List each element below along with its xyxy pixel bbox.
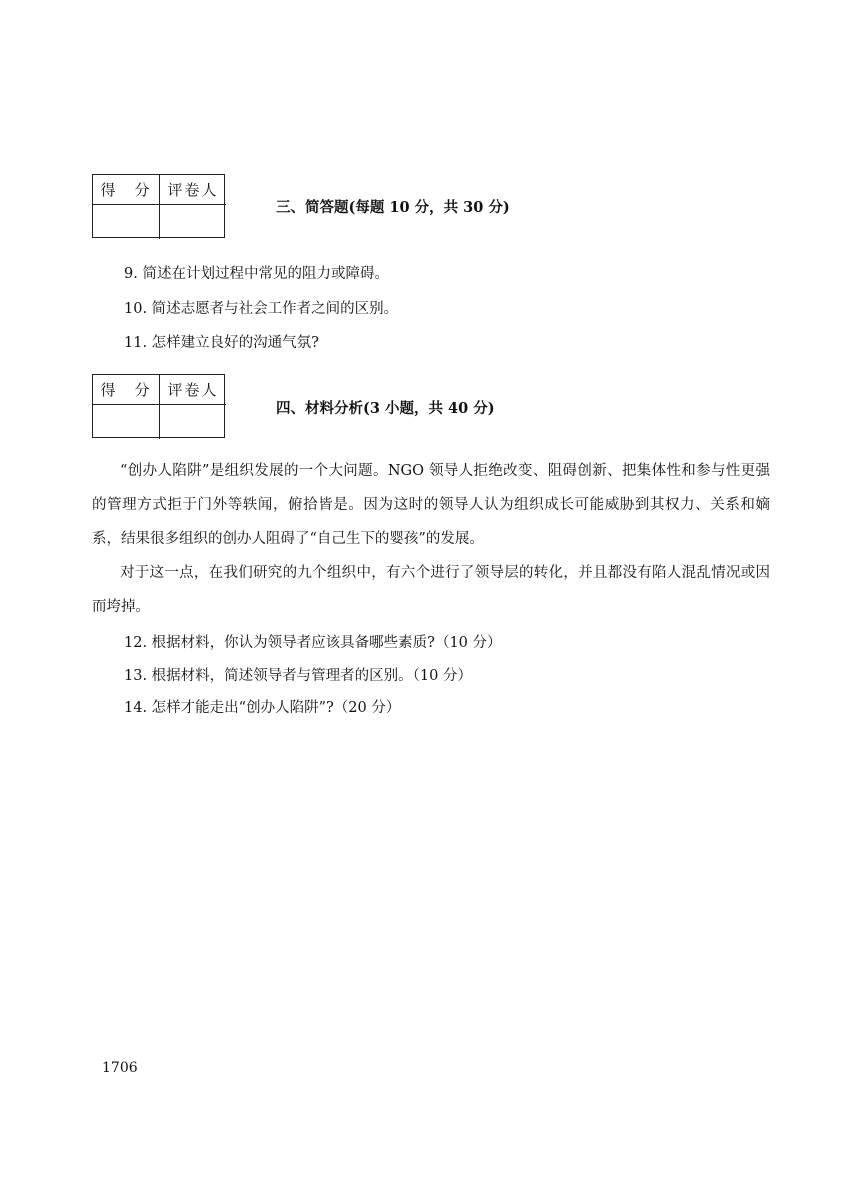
- material-paragraph-1: “创办人陷阱”是组织发展的一个大问题。NGO 领导人拒绝改变、阻碍创新、把集体性和参与性更强的管理方式拒于门外等轶闻，俯拾皆是。因为这时的领导人认为组织成长可能威胁到其权力、关系和嫡系，结果很多组织的创办人阻碍了“自己生下的婴孩”的发展。: [92, 463, 770, 547]
- score-header: 得 分: [93, 175, 160, 205]
- grader-header: 评卷人: [160, 175, 226, 205]
- question-12: 12. 根据材料，你认为领导者应该具备哪些素质?（10 分）: [124, 635, 502, 651]
- section-4-title: 四、材料分析(3 小题，共 40 分): [276, 400, 495, 417]
- section-3-title: 三、简答题(每题 10 分，共 30 分): [276, 199, 510, 216]
- score-table-section-4: [92, 374, 225, 438]
- score-cell: [93, 405, 160, 439]
- grader-cell: [160, 205, 226, 239]
- question-14: 14. 怎样才能走出“创办人陷阱”?（20 分）: [124, 700, 401, 716]
- grader-header: 评卷人: [160, 375, 226, 405]
- page-number: 1706: [102, 1060, 138, 1076]
- score-cell: [93, 205, 160, 239]
- question-9: 9. 简述在计划过程中常见的阻力或障碍。: [124, 266, 389, 282]
- question-11: 11. 怎样建立良好的沟通气氛?: [124, 335, 319, 351]
- score-header: 得 分: [93, 375, 160, 405]
- score-table-section-3: [92, 174, 225, 238]
- material-paragraph-2: 对于这一点，在我们研究的九个组织中，有六个进行了领导层的转化，并且都没有陷人混乱情况或因而垮掉。: [92, 565, 770, 615]
- question-13: 13. 根据材料，简述领导者与管理者的区别。（10 分）: [124, 668, 472, 684]
- question-10: 10. 简述志愿者与社会工作者之间的区别。: [124, 301, 399, 317]
- grader-cell: [160, 405, 226, 439]
